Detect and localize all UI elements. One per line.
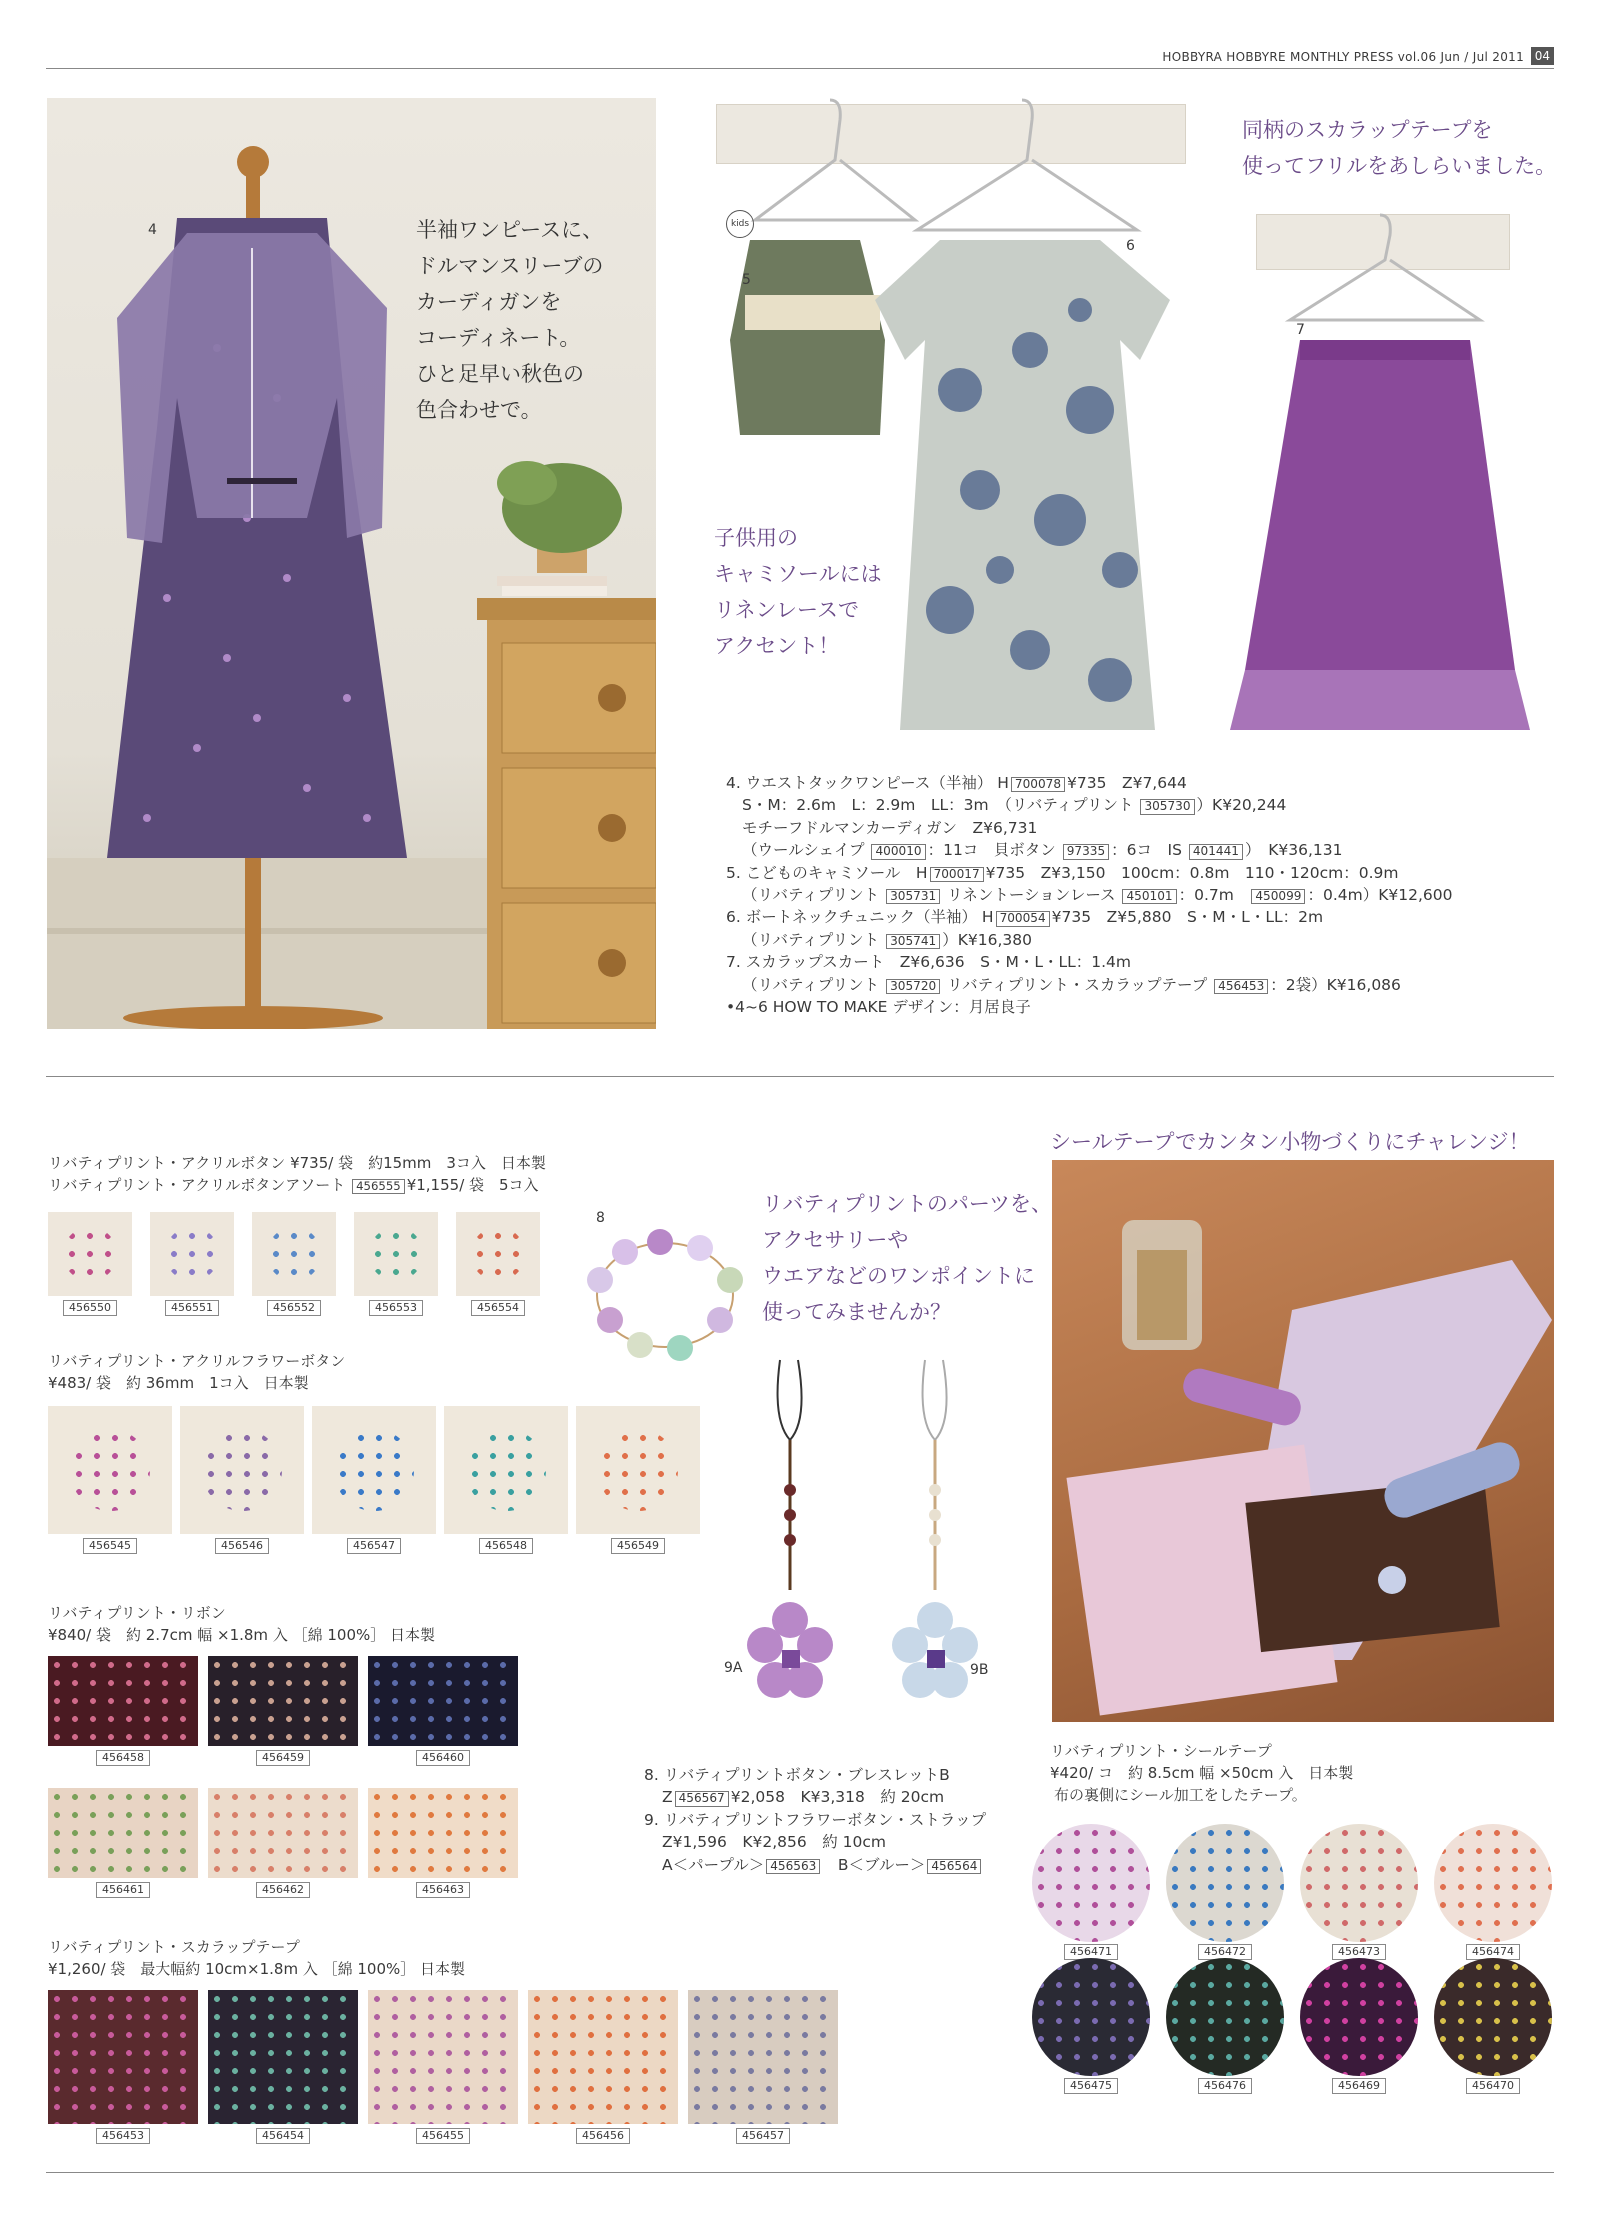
product-code: 700054 xyxy=(996,911,1050,926)
seal-tape-heading: シールテープでカンタン小物づくりにチャレンジ！ xyxy=(1050,1130,1530,1154)
num-9b: 9B xyxy=(970,1662,989,1678)
swatch-pattern xyxy=(1300,1958,1418,2076)
swatch-pattern xyxy=(1434,1824,1552,1942)
swatch-pattern xyxy=(1032,1824,1150,1942)
swatch-pattern xyxy=(1032,1958,1150,2076)
product-swatch xyxy=(150,1212,234,1296)
product-swatch xyxy=(368,1990,518,2124)
product-swatch xyxy=(312,1406,436,1534)
product-swatch xyxy=(1434,1958,1552,2076)
swatch-pattern xyxy=(466,1429,545,1511)
right-caption xyxy=(1242,112,1556,184)
swatch-code: 456475 xyxy=(1064,2078,1118,2094)
swatch-pattern xyxy=(1166,1824,1284,1942)
product-code: 450099 xyxy=(1251,889,1305,904)
product-swatch xyxy=(252,1212,336,1296)
spec-line: •4~6 HOW TO MAKE デザイン：月居良子 xyxy=(726,998,1031,1017)
product-code: 400010 xyxy=(871,844,925,859)
seal-tape-line: リバティプリント・シールテープ xyxy=(1050,1742,1272,1760)
product-code: 97335 xyxy=(1063,844,1109,859)
swatch-code: 456462 xyxy=(256,1882,310,1898)
bracelet-spec-line: Z 456567 ¥2,058 K¥3,318 約 20cm xyxy=(662,1788,945,1807)
swatch-code: 456454 xyxy=(256,2128,310,2144)
swatch-pattern xyxy=(471,1227,525,1281)
product-code: 305731 xyxy=(886,889,940,904)
swatch-pattern xyxy=(208,1990,358,2124)
product-swatch xyxy=(48,1656,198,1746)
product-code: 456564 xyxy=(927,1859,981,1874)
swatch-pattern xyxy=(334,1429,413,1511)
product-swatch xyxy=(48,1990,198,2124)
swatch-pattern xyxy=(528,1990,678,2124)
spec-line: モチーフドルマンカーディガン Z¥6,731 xyxy=(742,818,1038,837)
left-caption-line: ひと足早い秋色の xyxy=(416,362,584,386)
kids-caption-line: 子供用の xyxy=(714,526,798,550)
section-rule xyxy=(46,1076,1554,1077)
left-caption-line: 半袖ワンピースに、 xyxy=(416,218,604,242)
kids-caption xyxy=(714,520,882,664)
product-code: 456453 xyxy=(1214,979,1268,994)
header-title: HOBBYRA HOBBYRE MONTHLY PRESS vol.06 Jun / Jul 2011 xyxy=(1162,50,1524,64)
product-swatch xyxy=(1434,1824,1552,1942)
product-code: 305741 xyxy=(886,934,940,949)
scallop-line: ¥1,260/ 袋 最大幅約 10cm×1.8m 入 ［綿 100%］ 日本製 xyxy=(48,1960,466,1978)
acrylic-button-line: リバティプリント・アクリルボタン ¥735/ 袋 約15mm 3コ入 日本製 xyxy=(48,1154,546,1172)
ribbon-line: ¥840/ 袋 約 2.7cm 幅 ×1.8m 入 ［綿 100%］ 日本製 xyxy=(48,1626,436,1644)
kids-caption-line: キャミソールには xyxy=(714,562,882,586)
product-swatch xyxy=(48,1788,198,1878)
parts-caption-line: アクセサリーや xyxy=(762,1228,909,1252)
acrylic-button-line: リバティプリント・アクリルボタンアソート 456555 ¥1,155/ 袋 5コ入 xyxy=(48,1176,539,1194)
product-swatch xyxy=(48,1212,132,1296)
swatch-code: 456456 xyxy=(576,2128,630,2144)
swatch-pattern xyxy=(688,1990,838,2124)
product-code: 401441 xyxy=(1189,844,1243,859)
num-9a: 9A xyxy=(724,1660,743,1676)
swatch-pattern xyxy=(368,1656,518,1746)
swatch-code: 456474 xyxy=(1466,1944,1520,1960)
left-caption xyxy=(416,212,603,428)
swatch-code: 456554 xyxy=(471,1300,525,1316)
spec-line: 4. ウエストタックワンピース（半袖） H 700078 ¥735 Z¥7,644 xyxy=(726,774,1187,792)
product-swatch xyxy=(1032,1958,1150,2076)
bracelet-spec-line: Z¥1,596 K¥2,856 約 10cm xyxy=(662,1833,887,1852)
swatch-code: 456458 xyxy=(96,1750,150,1766)
swatch-pattern xyxy=(267,1227,321,1281)
swatch-code: 456470 xyxy=(1466,2078,1520,2094)
swatch-code: 456553 xyxy=(369,1300,423,1316)
left-caption-line: 色合わせで。 xyxy=(416,398,542,422)
swatch-pattern xyxy=(202,1429,281,1511)
right-caption-line: 同柄のスカラップテープを xyxy=(1242,118,1493,142)
num-5: 5 xyxy=(742,272,751,288)
spec-line: 6. ボートネックチュニック（半袖） H 700054 ¥735 Z¥5,880 S・M・L・LL：2m xyxy=(726,908,1324,927)
swatch-code: 456459 xyxy=(256,1750,310,1766)
product-code: 700017 xyxy=(930,867,984,882)
kids-badge: kids xyxy=(726,210,754,238)
clothes-illustration xyxy=(700,90,1560,780)
product-swatch xyxy=(180,1406,304,1534)
spec-line: （リバティプリント 305731 リネントーションレース 450101 ：0.7m 450099 ：0.4m）K¥12,600 xyxy=(742,886,1453,905)
swatch-code: 456472 xyxy=(1198,1944,1252,1960)
product-swatch xyxy=(1300,1958,1418,2076)
swatch-pattern xyxy=(208,1656,358,1746)
ribbon-title xyxy=(48,1602,435,1646)
product-code: 700078 xyxy=(1011,777,1065,792)
swatch-code: 456551 xyxy=(165,1300,219,1316)
page-number: 04 xyxy=(1531,47,1554,65)
swatch-pattern xyxy=(63,1227,117,1281)
product-swatch xyxy=(368,1788,518,1878)
bracelet-spec-line: A＜パープル＞ 456563 B＜ブルー＞ 456564 xyxy=(644,1854,986,1876)
bracelet-spec xyxy=(644,1764,986,1876)
parts-caption-line: ウエアなどのワンポイントに xyxy=(762,1264,1035,1288)
seal-tape-line: ¥420/ コ 約 8.5cm 幅 ×50cm 入 日本製 xyxy=(1050,1764,1354,1782)
swatch-code: 456550 xyxy=(63,1300,117,1316)
parts-caption-line: 使ってみませんか？ xyxy=(762,1300,951,1324)
scallop-title xyxy=(48,1936,465,1980)
swatch-pattern xyxy=(1434,1958,1552,2076)
num-7: 7 xyxy=(1296,322,1305,338)
swatch-code: 456473 xyxy=(1332,1944,1386,1960)
product-swatch xyxy=(444,1406,568,1534)
product-swatch xyxy=(208,1788,358,1878)
swatch-pattern xyxy=(48,1990,198,2124)
swatch-code: 456552 xyxy=(267,1300,321,1316)
kids-caption-line: アクセント！ xyxy=(714,634,840,658)
product-swatch xyxy=(1166,1824,1284,1942)
product-swatch xyxy=(456,1212,540,1296)
swatch-code: 456549 xyxy=(611,1538,665,1554)
swatch-pattern xyxy=(1166,1958,1284,2076)
bracelet-spec-line: 8. リバティプリントボタン・ブレスレットB xyxy=(644,1766,950,1784)
swatch-pattern xyxy=(369,1227,423,1281)
product-code: 456555 xyxy=(352,1179,405,1194)
spec-line: （リバティプリント 305720 リバティプリント・スカラップテープ 456453 ：2袋）K¥16,086 xyxy=(742,975,1401,994)
spec-line: 5. こどものキャミソール H 700017 ¥735 Z¥3,150 100cm：0.8m 110・120cm：0.9m xyxy=(726,863,1399,882)
product-code: 305720 xyxy=(886,979,940,994)
right-caption-line: 使ってフリルをあしらいました。 xyxy=(1242,154,1557,178)
product-code: 456563 xyxy=(766,1859,820,1874)
product-swatch xyxy=(528,1990,678,2124)
swatch-code: 456545 xyxy=(83,1538,137,1554)
swatch-code: 456546 xyxy=(215,1538,269,1554)
seal-tape-photo xyxy=(1052,1160,1554,1722)
parts-caption xyxy=(762,1186,1052,1330)
product-swatch xyxy=(48,1406,172,1534)
swatch-pattern xyxy=(368,1990,518,2124)
flower-button-line: リバティプリント・アクリルフラワーボタン xyxy=(48,1352,346,1370)
product-swatch xyxy=(1166,1958,1284,2076)
strap-illustration xyxy=(720,1350,1000,1730)
seal-tape-illustration xyxy=(1052,1160,1554,1722)
spec-line: （ウールシェイプ 400010 ：11コ 貝ボタン 97335 ：6コ IS 401441 ） K¥36,131 xyxy=(742,841,1343,860)
num-8: 8 xyxy=(596,1210,605,1226)
swatch-code: 456471 xyxy=(1064,1944,1118,1960)
flower-button-title xyxy=(48,1350,345,1394)
swatch-pattern xyxy=(368,1788,518,1878)
footer-rule xyxy=(46,2172,1554,2173)
swatch-code: 456461 xyxy=(96,1882,150,1898)
swatch-code: 456463 xyxy=(416,1882,470,1898)
product-swatch xyxy=(1300,1824,1418,1942)
bracelet-spec-line: 9. リバティプリントフラワーボタン・ストラップ xyxy=(644,1810,987,1829)
swatch-pattern xyxy=(598,1429,677,1511)
left-caption-line: コーディネート。 xyxy=(416,326,581,350)
swatch-code: 456548 xyxy=(479,1538,533,1554)
seal-tape-line: 布の裏側にシール加工をしたテープ。 xyxy=(1054,1786,1307,1804)
num-4: 4 xyxy=(148,222,157,238)
swatch-code: 456460 xyxy=(416,1750,470,1766)
spec-line: 7. スカラップスカート Z¥6,636 S・M・L・LL：1.4m xyxy=(726,953,1132,972)
product-swatch xyxy=(208,1656,358,1746)
spec-line: S・M：2.6m L：2.9m LL：3m （リバティプリント 305730 ）K¥20,244 xyxy=(742,796,1287,815)
kids-caption-line: リネンレースで xyxy=(714,598,860,622)
product-specs xyxy=(726,772,1452,1018)
product-swatch xyxy=(368,1656,518,1746)
acrylic-button-title xyxy=(48,1152,546,1196)
product-swatch xyxy=(576,1406,700,1534)
parts-caption-line: リバティプリントのパーツを、 xyxy=(762,1192,1053,1216)
ribbon-line: リバティプリント・リボン xyxy=(48,1604,226,1622)
product-swatch xyxy=(688,1990,838,2124)
num-6: 6 xyxy=(1126,238,1135,254)
swatch-code: 456469 xyxy=(1332,2078,1386,2094)
scallop-line: リバティプリント・スカラップテープ xyxy=(48,1938,300,1956)
product-swatch xyxy=(1032,1824,1150,1942)
left-caption-line: ドルマンスリーブの xyxy=(416,254,604,278)
flower-button-line: ¥483/ 袋 約 36mm 1コ入 日本製 xyxy=(48,1374,309,1392)
swatch-code: 456453 xyxy=(96,2128,150,2144)
product-code: 456567 xyxy=(675,1791,729,1806)
product-code: 305730 xyxy=(1140,799,1194,814)
swatch-pattern xyxy=(48,1656,198,1746)
swatch-code: 456476 xyxy=(1198,2078,1252,2094)
header-rule xyxy=(46,68,1554,69)
swatch-pattern xyxy=(208,1788,358,1878)
swatch-pattern xyxy=(165,1227,219,1281)
product-swatch xyxy=(208,1990,358,2124)
spec-line: （リバティプリント 305741 ）K¥16,380 xyxy=(742,930,1032,949)
swatch-pattern xyxy=(48,1788,198,1878)
product-code: 450101 xyxy=(1122,889,1176,904)
swatch-code: 456547 xyxy=(347,1538,401,1554)
swatch-code: 456457 xyxy=(736,2128,790,2144)
bracelet-illustration xyxy=(580,1220,750,1370)
swatch-pattern xyxy=(70,1429,149,1511)
left-caption-line: カーディガンを xyxy=(416,290,562,314)
swatch-code: 456455 xyxy=(416,2128,470,2144)
seal-tape-info xyxy=(1050,1740,1353,1806)
swatch-pattern xyxy=(1300,1824,1418,1942)
product-swatch xyxy=(354,1212,438,1296)
